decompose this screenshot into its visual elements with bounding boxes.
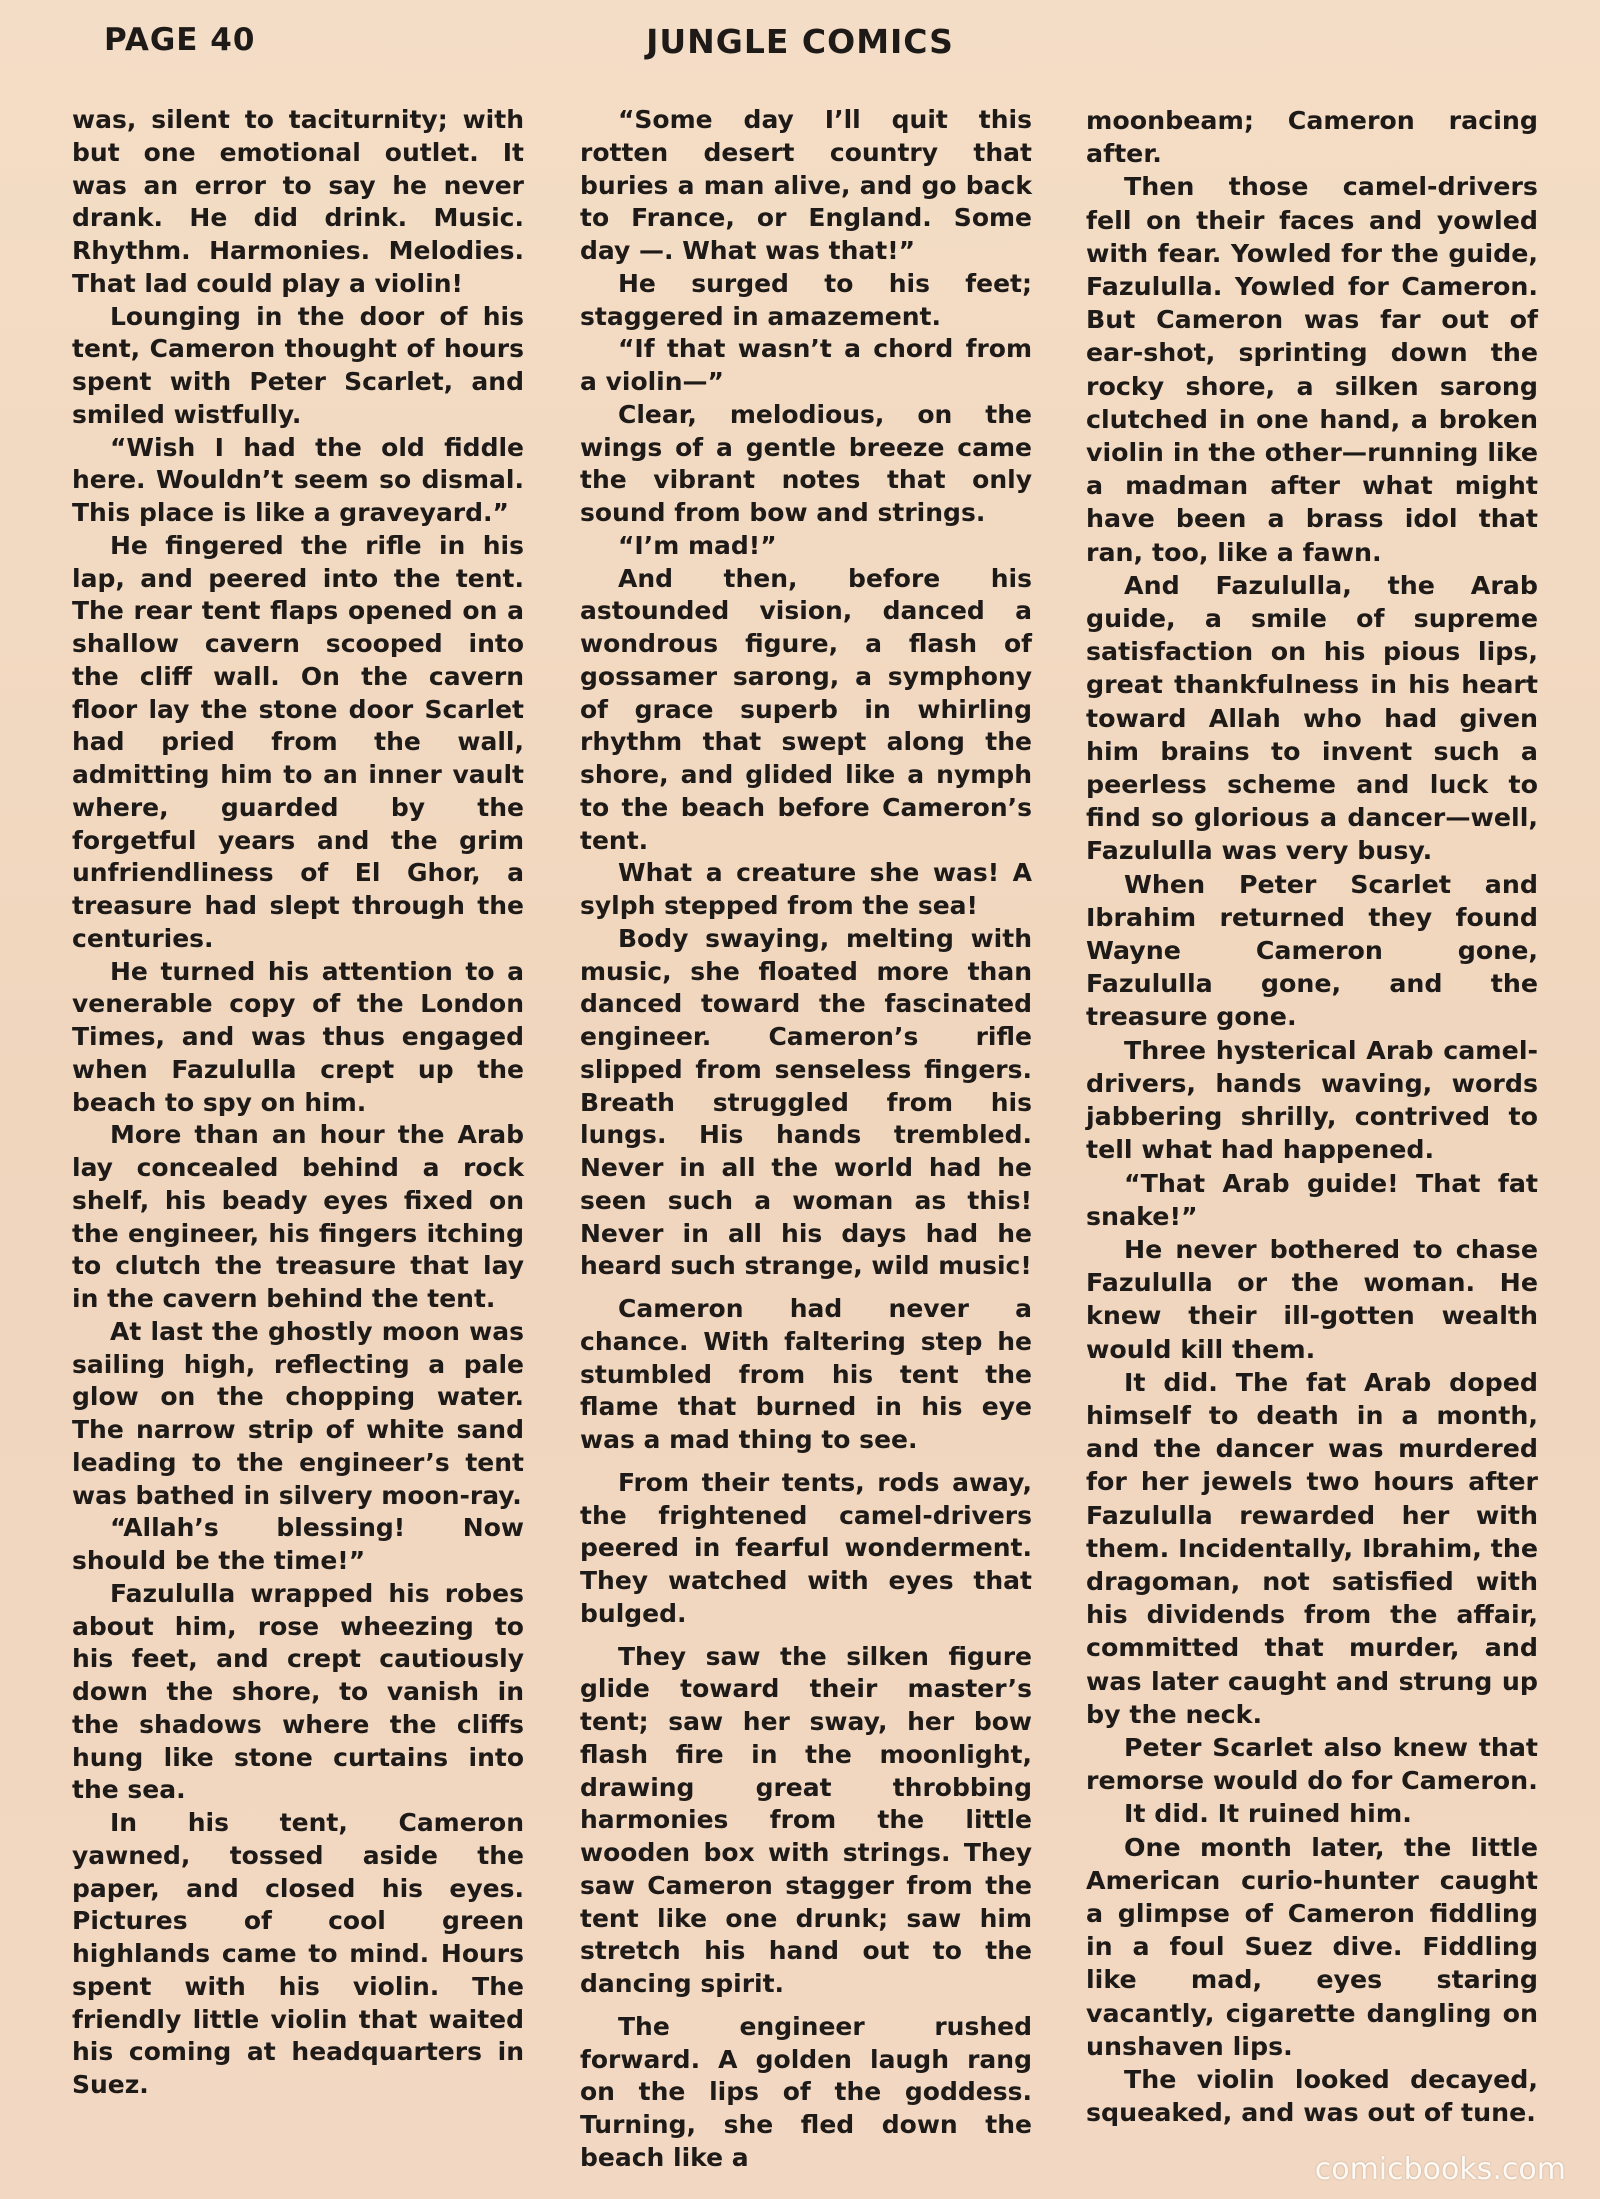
paragraph: was, silent to taciturnity; with but one emotional outlet. It was an error to say he never drank. He did drink. Music. Rhythm. Harmonies. Melodies. That lad could play a violin! [72, 105, 524, 298]
paragraph: What a creature she was! A sylph stepped from the sea! [580, 858, 1032, 920]
paragraph: Cameron had never a chance. With faltering step he stumbled from his tent the flame that burned in his eye was a mad thing to see. [580, 1294, 1032, 1454]
paragraph: Body swaying, melting with music, she floated more than danced toward the fascinated engineer. Cameron’s rifle slipped from senseless fingers. Breath struggled from his lungs. His hands trembled. Never in all the world had he seen such a woman as this! Never in all his days had he heard such strange, wild music! [580, 923, 1032, 1281]
paragraph: It did. It ruined him. [1124, 1799, 1412, 1829]
paragraph: moonbeam; Cameron racing after. [1086, 106, 1538, 169]
paragraph: When Peter Scarlet and Ibrahim returned they found Wayne Cameron gone, Fazululla gone, and the treasure gone. [1086, 869, 1538, 1032]
paragraph: They saw the silken figure glide toward their master’s tent; saw her sway, her bow flash fire in the moonlight, drawing great throbbing harmonies from the little wooden box with strings. They saw Cameron stagger from the tent like one drunk; saw him stretch his hand out to the dancing spirit. [580, 1641, 1032, 1998]
paragraph: “That Arab guide! That fat snake!” [1086, 1168, 1538, 1231]
magazine-title: JUNGLE COMICS [646, 22, 954, 61]
paragraph: From their tents, rods away, the frightened camel-drivers peered in fearful wonderment. They watched with eyes that bulged. [580, 1467, 1032, 1628]
paragraph: Peter Scarlet also knew that remorse would do for Cameron. [1086, 1732, 1538, 1796]
paragraph: Lounging in the door of his tent, Cameron thought of hours spent with Peter Scarlet, and smiled wistfully. [72, 301, 524, 429]
text-column-1 [72, 104, 524, 2102]
paragraph: The violin looked decayed, squeaked, and was out of tune. [1086, 2064, 1538, 2128]
text-column-2 [580, 104, 1032, 2175]
paragraph: “Some day I’ll quit this rotten desert country that buries a man alive, and go back to France, or England. Some day —. What was that!” [580, 105, 1032, 265]
paragraph: More than an hour the Arab lay concealed behind a rock shelf, his beady eyes fixed on the engineer, his fingers itching to clutch the treasure that lay in the cavern behind the tent. [72, 1120, 524, 1313]
paragraph: “Allah’s blessing! Now should be the time!” [72, 1513, 524, 1575]
paragraph: At last the ghostly moon was sailing high, reflecting a pale glow on the chopping water. The narrow strip of white sand leading to the engineer’s tent was bathed in silvery moon-ray. [72, 1316, 524, 1510]
paragraph: And Fazululla, the Arab guide, a smile of supreme satisfaction on his pious lips, great thankfulness in his heart toward Allah who had given him brains to invent such a peerless scheme and luck to find so glorious a dancer—well, Fazululla was very busy. [1086, 570, 1538, 866]
paragraph: “Wish I had the old fiddle here. Wouldn’t seem so dismal. This place is like a graveyard.” [72, 432, 524, 527]
paragraph: Three hysterical Arab camel-drivers, hands waving, words jabbering shrilly, contrived to tell what had happened. [1086, 1035, 1538, 1165]
paragraph: One month later, the little American curio-hunter caught a glimpse of Cameron fiddling in a foul Suez dive. Fiddling like mad, eyes staring vacantly, cigarette dangling on unshaven lips. [1086, 1832, 1538, 2061]
site-watermark: comicbooks.com [1314, 2152, 1566, 2187]
paragraph: He turned his attention to a venerable copy of the London Times, and was thus engaged when Fazululla crept up the beach to spy on him. [72, 956, 524, 1117]
paragraph: “I’m mad!” [618, 530, 777, 560]
paragraph: And then, before his astounded vision, danced a wondrous figure, a flash of gossamer sarong, a symphony of grace superb in whirling rhythm that swept along the shore, and glided like a nymph to the beach before Cameron’s tent. [580, 563, 1032, 855]
paragraph: He surged to his feet; staggered in amazement. [580, 268, 1032, 331]
paragraph: In his tent, Cameron yawned, tossed aside the paper, and closed his eyes. Pictures of cool green highlands came to mind. Hours spent with his violin. The friendly little violin that waited his coming at headquarters in Suez. [72, 1808, 524, 2099]
text-column-3 [1086, 104, 1538, 2129]
paragraph: The engineer rushed forward. A golden laugh rang on the lips of the goddess. Turning, she fled down the beach like a [580, 2011, 1032, 2172]
paragraph: He fingered the rifle in his lap, and peered into the tent. The rear tent flaps opened on a shallow cavern scooped into the cliff wall. On the cavern floor lay the stone door Scarlet had pried from the wall, admitting him to an inner vault where, guarded by the forgetful years and the grim unfriendliness of El Ghor, a treasure had slept through the centuries. [72, 530, 524, 953]
paragraph: Clear, melodious, on the wings of a gentle breeze came the vibrant notes that only sound from bow and strings. [580, 399, 1032, 527]
paragraph: It did. The fat Arab doped himself to death in a month, and the dancer was murdered for her jewels two hours after Fazululla rewarded her with them. Incidentally, Ibrahim, the dragoman, not satisfied with his dividends from the affair, committed that murder, and was later caught and strung up by the neck. [1086, 1367, 1538, 1729]
paragraph: Fazululla wrapped his robes about him, rose wheezing to his feet, and crept cautiously down the shore, to vanish in the shadows where the cliffs hung like stone curtains into the sea. [72, 1578, 524, 1805]
paragraph: “If that wasn’t a chord from a violin—” [580, 334, 1032, 396]
paragraph: Then those camel-drivers fell on their faces and yowled with fear. Yowled for the guide, Fazululla. Yowled for Cameron. But Cameron was far out of ear-shot, sprinting down the rocky shore, a silken sarong clutched in one hand, a broken violin in the other—running like a madman after what might have been a brass idol that ran, too, like a fawn. [1086, 172, 1538, 567]
paragraph: He never bothered to chase Fazululla or the woman. He knew their ill-gotten wealth would kill them. [1086, 1234, 1538, 1364]
page-number: PAGE 40 [104, 22, 256, 58]
